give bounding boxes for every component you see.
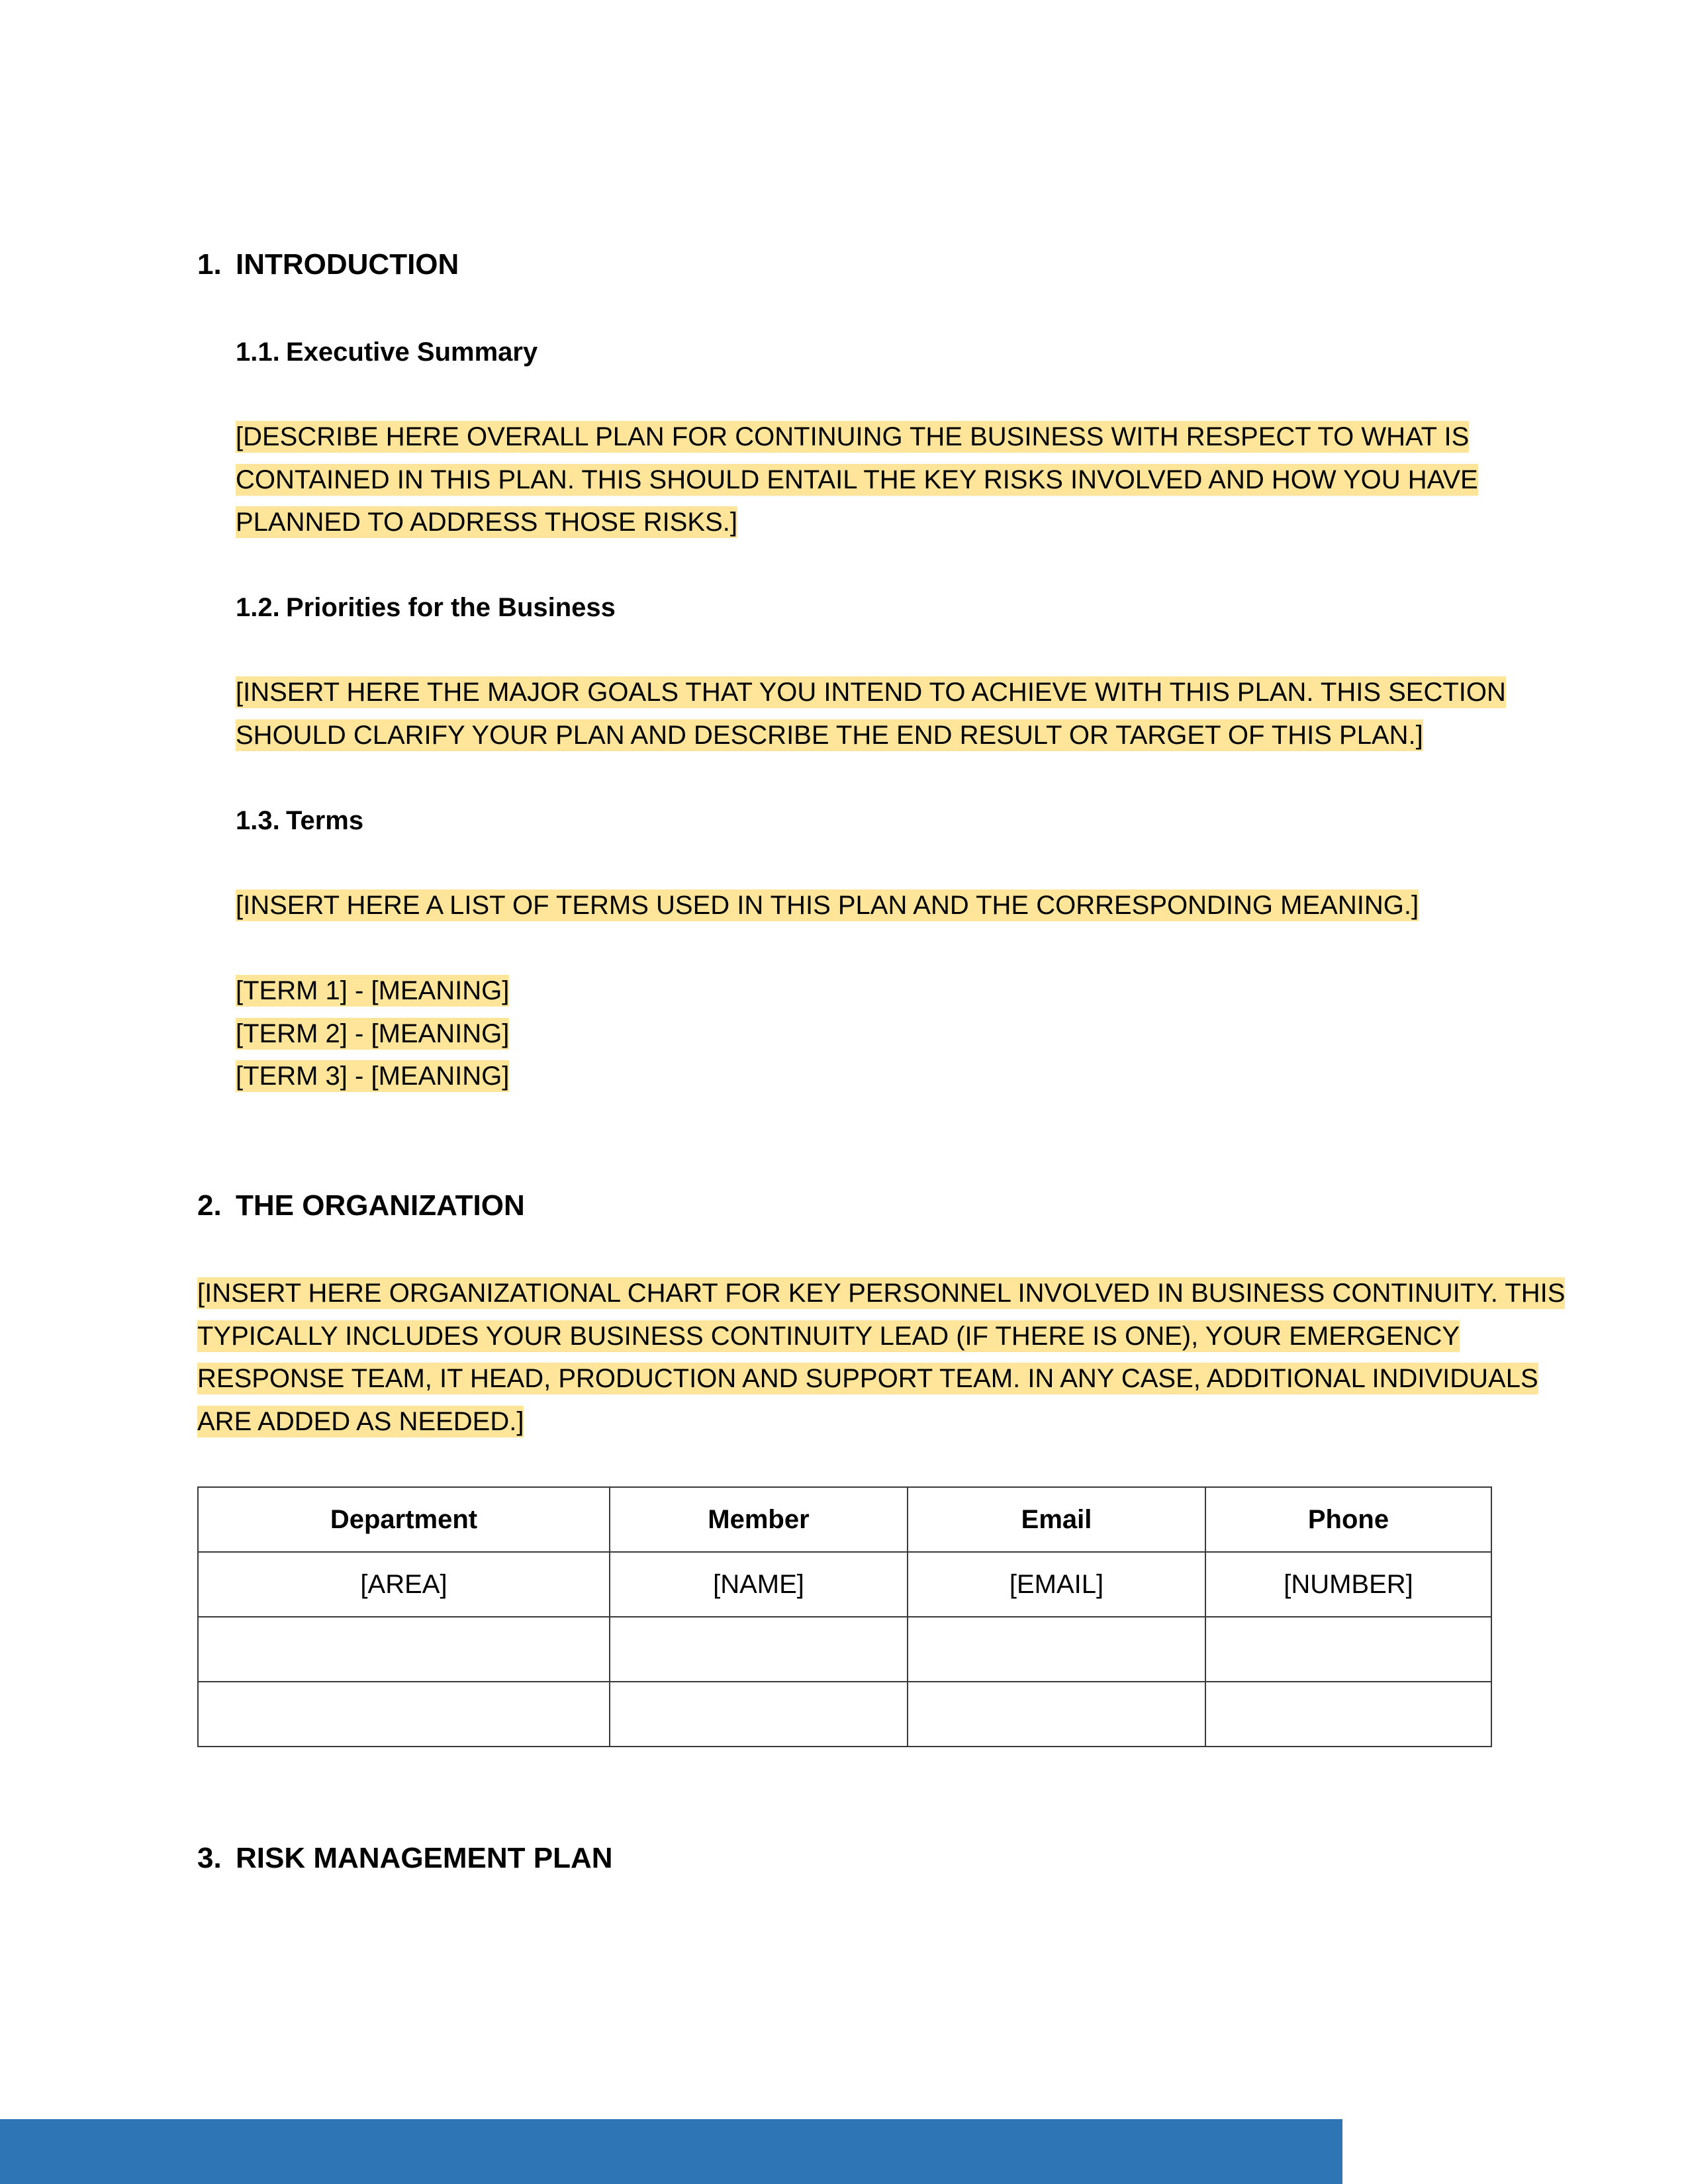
- priorities-paragraph: [236, 671, 1506, 756]
- table-row: [198, 1552, 1491, 1617]
- subsection-number: 1.3.: [236, 806, 280, 835]
- cell-email: [908, 1682, 1205, 1747]
- cell-member: [610, 1682, 908, 1747]
- placeholder-text: CONTAINED IN THIS PLAN. THIS SHOULD ENTAIL THE KEY RISKS INVOLVED AND HOW YOU HAVE: [236, 465, 1478, 494]
- cell-phone: [1205, 1682, 1491, 1747]
- cell-member: [NAME]: [610, 1552, 908, 1617]
- cell-department: [198, 1682, 610, 1747]
- placeholder-text: [INSERT HERE THE MAJOR GOALS THAT YOU INTEND TO ACHIEVE WITH THIS PLAN. THIS SECTION: [236, 678, 1506, 707]
- section-number: 3.: [197, 1842, 222, 1874]
- placeholder-text: [INSERT HERE ORGANIZATIONAL CHART FOR KEY PERSONNEL INVOLVED IN BUSINESS CONTINUITY. THIS: [197, 1279, 1566, 1308]
- term-item: [TERM 2] - [MEANING]: [236, 1019, 510, 1048]
- section-heading-organization: [197, 1187, 525, 1224]
- subsection-title: Terms: [286, 806, 364, 835]
- placeholder-text: PLANNED TO ADDRESS THOSE RISKS.]: [236, 508, 738, 537]
- placeholder-text: RESPONSE TEAM, IT HEAD, PRODUCTION AND SUPPORT TEAM. IN ANY CASE, ADDITIONAL INDIVIDUALS: [197, 1364, 1538, 1393]
- placeholder-text: TYPICALLY INCLUDES YOUR BUSINESS CONTINUITY LEAD (IF THERE IS ONE), YOUR EMERGENCY: [197, 1321, 1460, 1351]
- section-number: 1.: [197, 248, 222, 281]
- subsection-heading-priorities: [236, 590, 616, 625]
- organization-paragraph: [197, 1272, 1565, 1443]
- cell-phone: [1205, 1617, 1491, 1682]
- section-title: INTRODUCTION: [236, 248, 459, 281]
- cell-email: [908, 1617, 1205, 1682]
- subsection-title: Priorities for the Business: [286, 593, 616, 622]
- cell-member: [610, 1617, 908, 1682]
- executive-summary-paragraph: [236, 416, 1478, 544]
- column-header-phone: Phone: [1205, 1487, 1491, 1552]
- section-number: 2.: [197, 1189, 222, 1222]
- placeholder-text: ARE ADDED AS NEEDED.]: [197, 1406, 524, 1436]
- organization-table: [197, 1486, 1492, 1747]
- table-row: [198, 1617, 1491, 1682]
- cell-phone: [NUMBER]: [1205, 1552, 1491, 1617]
- section-title: RISK MANAGEMENT PLAN: [236, 1842, 613, 1874]
- column-header-member: Member: [610, 1487, 908, 1552]
- placeholder-text: SHOULD CLARIFY YOUR PLAN AND DESCRIBE THE END RESULT OR TARGET OF THIS PLAN.]: [236, 720, 1423, 750]
- table-row: [198, 1682, 1491, 1747]
- cell-email: [EMAIL]: [908, 1552, 1205, 1617]
- table-header-row: [198, 1487, 1491, 1552]
- column-header-department: Department: [198, 1487, 610, 1552]
- footer-color-bar: [0, 2119, 1342, 2184]
- section-heading-risk-management: [197, 1840, 613, 1877]
- cell-department: [198, 1617, 610, 1682]
- placeholder-text: [DESCRIBE HERE OVERALL PLAN FOR CONTINUING THE BUSINESS WITH RESPECT TO WHAT IS: [236, 422, 1470, 451]
- section-heading-introduction: [197, 246, 459, 283]
- terms-intro-paragraph: [236, 884, 1419, 927]
- term-item: [TERM 1] - [MEANING]: [236, 976, 510, 1005]
- subsection-heading-terms: [236, 803, 363, 838]
- subsection-heading-executive-summary: [236, 335, 538, 369]
- column-header-email: Email: [908, 1487, 1205, 1552]
- cell-department: [AREA]: [198, 1552, 610, 1617]
- subsection-title: Executive Summary: [286, 338, 538, 367]
- term-item: [TERM 3] - [MEANING]: [236, 1062, 510, 1091]
- placeholder-text: [INSERT HERE A LIST OF TERMS USED IN THIS PLAN AND THE CORRESPONDING MEANING.]: [236, 891, 1419, 920]
- subsection-number: 1.2.: [236, 593, 280, 622]
- subsection-number: 1.1.: [236, 338, 280, 367]
- section-title: THE ORGANIZATION: [236, 1189, 525, 1222]
- terms-list: [236, 970, 509, 1098]
